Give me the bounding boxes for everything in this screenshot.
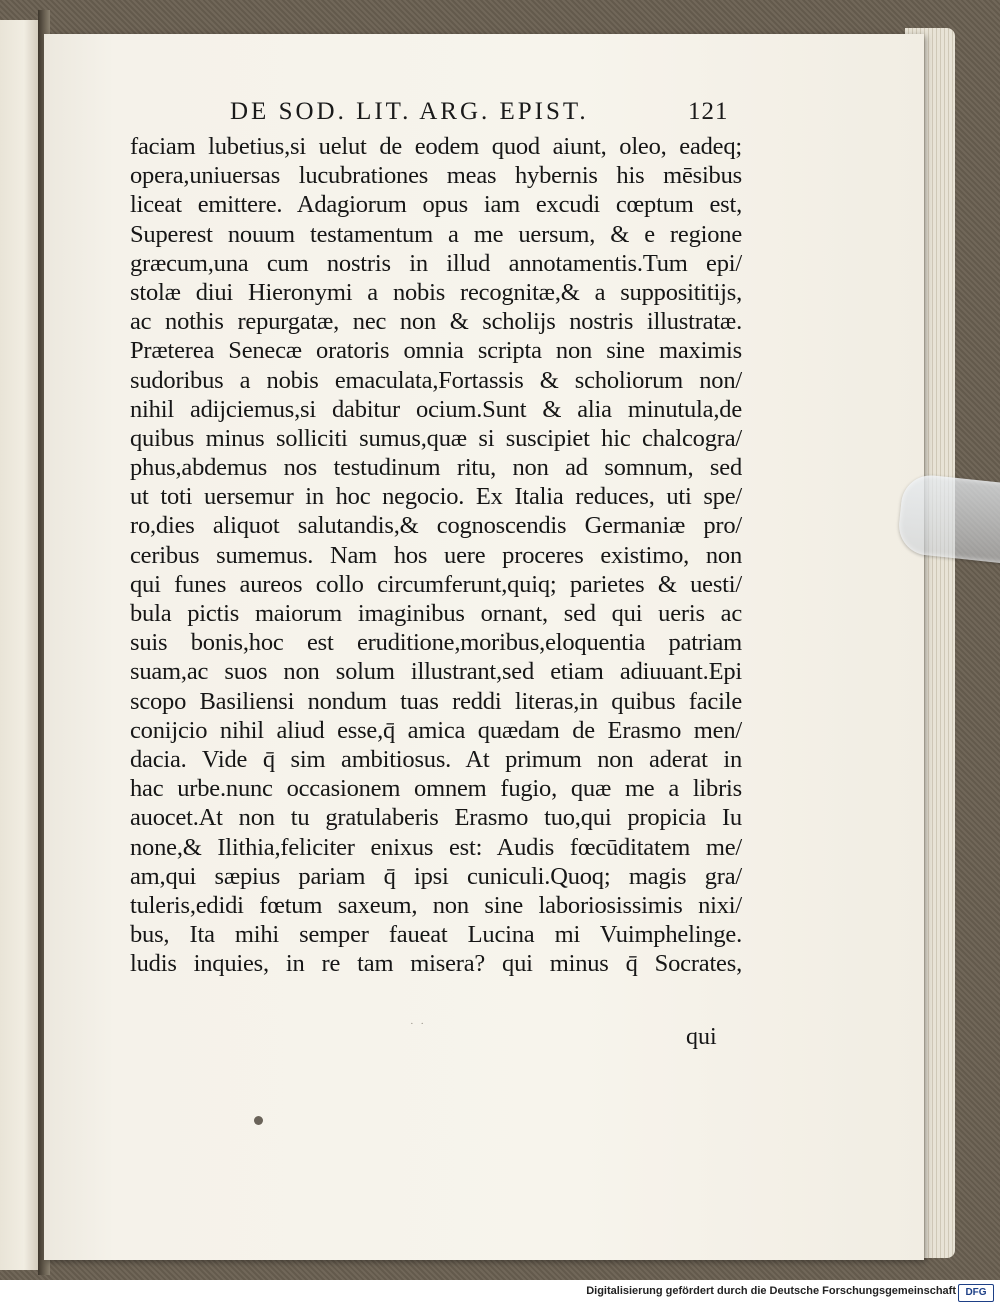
text-line: græcum,una cum nostris in illud annotamentis.Tum epi/: [130, 249, 742, 277]
credit-bar: [0, 1282, 1000, 1303]
text-line: auocet.At non tu gratulaberis Erasmo tuo,qui propicia Iu: [130, 804, 742, 832]
page-number: 121: [688, 98, 729, 125]
text-line: suam,ac suos non solum illustrant,sed etiam adiuuant.Epi: [130, 658, 742, 686]
text-line: tuleris,edidi fœtum saxeum, non sine laboriosissimis nixi/: [130, 891, 742, 919]
text-line: liceat emittere. Adagiorum opus iam excudi cœptum est,: [130, 191, 742, 219]
page-clip-holder: [896, 472, 1000, 563]
text-line: hac urbe.nunc occasionem omnem fugio, quæ me a libris: [130, 775, 742, 803]
text-line: scopo Basiliensi nondum tuas reddi literas,in quibus facile: [130, 687, 742, 715]
text-line: suis bonis,hoc est eruditione,moribus,eloquentia patriam: [130, 629, 742, 657]
text-line: ceribus sumemus. Nam hos uere proceres existimo, non: [130, 541, 742, 569]
text-line: phus,abdemus nos testudinum ritu, non ad somnum, sed: [130, 454, 742, 482]
text-line: stolæ diui Hieronymi a nobis recognitæ,& a suppositit​ijs,: [130, 278, 742, 306]
text-line: bus, Ita mihi semper faueat Lucina mi Vuimphelinge.: [130, 921, 742, 949]
dfg-logo[interactable]: DFG: [958, 1284, 994, 1302]
text-line: am,qui sæpius pariam q̄ ipsi cuniculi.Quoq; magis gra/: [130, 862, 742, 890]
ink-spot: [254, 1116, 263, 1125]
running-head: DE SOD. LIT. ARG. EPIST.: [230, 98, 589, 125]
body-text: [130, 132, 742, 978]
funding-credit: Digitalisierung gefördert durch die Deutsche Forschungsgemeinschaft: [586, 1285, 956, 1297]
text-line: Superest nouum testamentum a me uersum, & e regione: [130, 220, 742, 248]
text-line: Præterea Senecæ oratoris omnia scripta non sine maximis: [130, 337, 742, 365]
text-line: ro,dies aliquot salutandis,& cognoscendis Germaniæ pro/: [130, 512, 742, 540]
text-line: conijcio nihil aliud esse,q̄ amica quædam de Erasmo men/: [130, 716, 742, 744]
text-line: none,& Ilithia,feliciter enixus est: Audis fœcūditatem me/: [130, 833, 742, 861]
text-line: nihil adijciemus,si dabitur ocium.Sunt & alia minutula,de: [130, 395, 742, 423]
text-line: opera,uniuersas lucubrationes meas hybernis his mēsibus: [130, 162, 742, 190]
catchword: qui: [686, 1024, 717, 1050]
text-line: sudoribus a nobis emaculata,Fortassis & scholiorum non/: [130, 366, 742, 394]
text-line: faciam lubetius,si uelut de eodem quod aiunt, oleo, eadeq;: [130, 133, 742, 160]
facing-page-edge: [0, 20, 40, 1270]
text-line: ac nothis repurgatæ, nec non & scholijs nostris illustratæ.: [130, 308, 742, 336]
text-line: quibus minus solliciti sumus,quæ si suscipiet hic chalcogra/: [130, 424, 742, 452]
text-line: bula pictis maiorum imaginibus ornant, sed qui ueris ac: [130, 600, 742, 627]
text-line: ut toti uersemur in hoc negocio. Ex Italia reduces, uti spe/: [130, 483, 742, 511]
text-line: dacia. Vide q̄ sim ambitiosus. At primum non aderat in: [130, 745, 742, 773]
text-line: ludis inquies, in re tam misera? qui minus q̄ Socrates,: [130, 950, 742, 978]
text-line: qui funes aureos collo circumferunt,quiq; parietes & uesti/: [130, 570, 742, 598]
bleed-through-mark: · ·: [410, 1018, 427, 1030]
